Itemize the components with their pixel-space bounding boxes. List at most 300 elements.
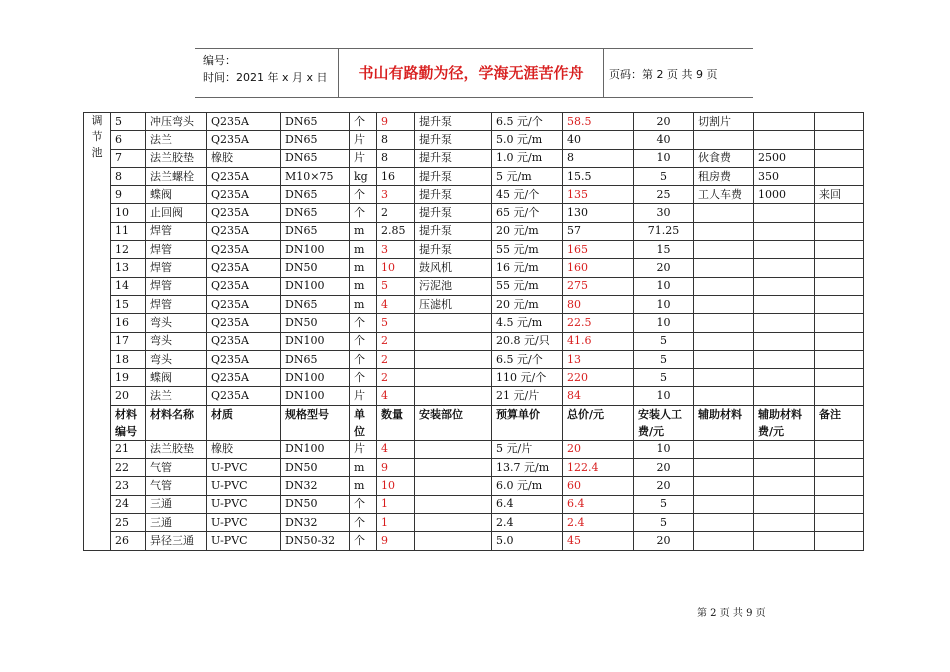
table-cell — [754, 440, 815, 458]
table-cell — [754, 113, 815, 131]
table-cell: 鼓风机 — [415, 259, 492, 277]
table-cell: 个 — [350, 204, 377, 222]
table-cell: 2 — [377, 332, 415, 350]
column-header: 规格型号 — [281, 405, 350, 440]
column-header: 材料名称 — [146, 405, 207, 440]
table-cell — [415, 332, 492, 350]
table-cell: U-PVC — [207, 495, 281, 513]
table-cell: 1000 — [754, 186, 815, 204]
table-cell: 提升泵 — [415, 204, 492, 222]
table-cell: 提升泵 — [415, 167, 492, 185]
table-cell — [754, 131, 815, 149]
table-row — [84, 314, 864, 332]
table-cell: 工人车费 — [694, 186, 754, 204]
table-cell: U-PVC — [207, 477, 281, 495]
column-header: 安装部位 — [415, 405, 492, 440]
table-cell: DN65 — [281, 222, 350, 240]
table-cell: 20 — [111, 387, 146, 405]
region-label-text: 调节池 — [91, 114, 103, 159]
table-cell: Q235A — [207, 387, 281, 405]
table-cell: 气管 — [146, 477, 207, 495]
table-cell: 17 — [111, 332, 146, 350]
table-cell — [815, 440, 864, 458]
table-cell: 4 — [377, 387, 415, 405]
table-cell: 冲压弯头 — [146, 113, 207, 131]
table-cell: 1.0 元/m — [492, 149, 563, 167]
table-row — [84, 277, 864, 295]
table-cell — [694, 204, 754, 222]
table-cell — [815, 387, 864, 405]
table-cell: DN100 — [281, 241, 350, 259]
table-cell: 5 — [634, 513, 694, 531]
table-cell: 45 元/个 — [492, 186, 563, 204]
materials-table — [83, 112, 864, 551]
table-cell: Q235A — [207, 167, 281, 185]
table-cell — [694, 332, 754, 350]
table-cell: 65 元/个 — [492, 204, 563, 222]
table-cell: DN65 — [281, 131, 350, 149]
table-cell — [754, 387, 815, 405]
table-cell: 提升泵 — [415, 186, 492, 204]
table-cell: 11 — [111, 222, 146, 240]
table-cell: 5.0 — [492, 532, 563, 550]
column-header: 辅助材料费/元 — [754, 405, 815, 440]
table-cell — [694, 387, 754, 405]
table-cell: Q235A — [207, 369, 281, 387]
table-cell: 三通 — [146, 513, 207, 531]
table-cell: 122.4 — [563, 459, 634, 477]
table-cell: Q235A — [207, 241, 281, 259]
table-cell — [815, 513, 864, 531]
table-cell: DN65 — [281, 149, 350, 167]
table-cell: 7 — [111, 149, 146, 167]
table-cell: 19 — [111, 369, 146, 387]
table-cell: m — [350, 295, 377, 313]
table-cell: Q235A — [207, 259, 281, 277]
table-cell — [694, 131, 754, 149]
table-cell: 蝶阀 — [146, 186, 207, 204]
table-cell: 6.5 元/个 — [492, 350, 563, 368]
column-header: 预算单价 — [492, 405, 563, 440]
table-row — [84, 113, 864, 131]
table-cell — [415, 459, 492, 477]
table-cell: 5 元/m — [492, 167, 563, 185]
table-cell: 2500 — [754, 149, 815, 167]
table-cell: DN50 — [281, 259, 350, 277]
table-cell: 80 — [563, 295, 634, 313]
table-cell: 提升泵 — [415, 241, 492, 259]
table-cell: 4.5 元/m — [492, 314, 563, 332]
table-cell: DN65 — [281, 295, 350, 313]
table-cell — [754, 495, 815, 513]
table-cell: 45 — [563, 532, 634, 550]
table-cell — [754, 222, 815, 240]
table-cell: 租房费 — [694, 167, 754, 185]
table-cell: 13 — [111, 259, 146, 277]
table-cell: M10×75 — [281, 167, 350, 185]
table-cell: 弯头 — [146, 314, 207, 332]
column-header: 总价/元 — [563, 405, 634, 440]
table-cell: DN100 — [281, 440, 350, 458]
table-cell: Q235A — [207, 295, 281, 313]
table-cell: 16 — [111, 314, 146, 332]
table-cell — [415, 314, 492, 332]
table-cell: 22 — [111, 459, 146, 477]
table-row — [84, 350, 864, 368]
table-cell: DN32 — [281, 477, 350, 495]
table-cell — [815, 149, 864, 167]
table-cell: 10 — [634, 314, 694, 332]
table-cell — [754, 350, 815, 368]
table-cell: 25 — [111, 513, 146, 531]
table-cell — [754, 369, 815, 387]
table-cell: 法兰螺栓 — [146, 167, 207, 185]
table-cell: 5 — [634, 369, 694, 387]
page-label: 页码：第 2 页 共 9 页 — [609, 68, 718, 81]
table-cell: 个 — [350, 314, 377, 332]
table-cell: 10 — [111, 204, 146, 222]
table-cell: 焊管 — [146, 241, 207, 259]
table-cell — [694, 350, 754, 368]
table-cell: Q235A — [207, 204, 281, 222]
table-cell: DN100 — [281, 277, 350, 295]
table-cell: m — [350, 222, 377, 240]
table-row — [84, 459, 864, 477]
table-row — [84, 295, 864, 313]
table-cell — [815, 222, 864, 240]
table-row — [84, 332, 864, 350]
table-cell: 1 — [377, 495, 415, 513]
table-cell: 5 — [634, 350, 694, 368]
table-cell — [415, 350, 492, 368]
table-cell: m — [350, 477, 377, 495]
table-cell: 10 — [634, 149, 694, 167]
table-cell — [815, 459, 864, 477]
table-row — [84, 131, 864, 149]
page-footer: 第 2 页 共 9 页 — [697, 608, 766, 619]
column-header: 辅助材料 — [694, 405, 754, 440]
table-cell: U-PVC — [207, 459, 281, 477]
table-cell: 个 — [350, 332, 377, 350]
table-cell — [415, 532, 492, 550]
table-cell — [754, 241, 815, 259]
table-cell — [815, 369, 864, 387]
table-cell: m — [350, 459, 377, 477]
table-cell: 2 — [377, 350, 415, 368]
table-cell: kg — [350, 167, 377, 185]
table-cell: 15.5 — [563, 167, 634, 185]
table-cell: DN50 — [281, 495, 350, 513]
table-cell: Q235A — [207, 131, 281, 149]
table-cell: Q235A — [207, 113, 281, 131]
table-cell — [415, 440, 492, 458]
table-cell — [415, 513, 492, 531]
table-cell: 60 — [563, 477, 634, 495]
table-cell: 伙食费 — [694, 149, 754, 167]
column-header-row — [84, 405, 864, 440]
table-cell: 4 — [377, 440, 415, 458]
table-cell: 10 — [634, 295, 694, 313]
table-cell: 提升泵 — [415, 222, 492, 240]
table-cell: m — [350, 259, 377, 277]
table-cell: 20 — [634, 459, 694, 477]
table-cell: 16 元/m — [492, 259, 563, 277]
table-cell: 个 — [350, 186, 377, 204]
table-cell — [815, 350, 864, 368]
table-cell — [815, 532, 864, 550]
table-cell: DN50 — [281, 459, 350, 477]
table-cell: 个 — [350, 495, 377, 513]
table-row — [84, 149, 864, 167]
table-cell: 9 — [377, 459, 415, 477]
table-cell — [815, 259, 864, 277]
table-cell: 6.5 元/个 — [492, 113, 563, 131]
table-cell: 16 — [377, 167, 415, 185]
table-cell: 10 — [634, 440, 694, 458]
table-cell — [415, 369, 492, 387]
table-cell: 30 — [634, 204, 694, 222]
time-label: 时间：2021 年 x 月 x 日 — [203, 71, 328, 84]
table-cell: 8 — [111, 167, 146, 185]
table-cell — [754, 459, 815, 477]
table-cell: 2.4 — [492, 513, 563, 531]
table-cell: DN50-32 — [281, 532, 350, 550]
table-cell: 焊管 — [146, 259, 207, 277]
table-cell: DN50 — [281, 314, 350, 332]
column-header: 备注 — [815, 405, 864, 440]
table-cell: 20 — [634, 532, 694, 550]
table-cell — [754, 295, 815, 313]
table-cell: 6.0 元/m — [492, 477, 563, 495]
table-cell: 法兰 — [146, 387, 207, 405]
column-header: 材料编号 — [111, 405, 146, 440]
table-cell: 8 — [563, 149, 634, 167]
table-cell: 5.0 元/m — [492, 131, 563, 149]
table-cell: 6.4 — [492, 495, 563, 513]
table-cell: 弯头 — [146, 350, 207, 368]
table-cell: 12 — [111, 241, 146, 259]
table-cell: DN65 — [281, 350, 350, 368]
table-cell: 片 — [350, 387, 377, 405]
table-cell — [694, 259, 754, 277]
table-cell — [815, 495, 864, 513]
table-cell: 6.4 — [563, 495, 634, 513]
table-cell: 40 — [563, 131, 634, 149]
table-cell: 20 元/m — [492, 295, 563, 313]
table-cell: 蝶阀 — [146, 369, 207, 387]
table-cell: 10 — [377, 477, 415, 495]
table-cell — [815, 295, 864, 313]
table-cell — [694, 277, 754, 295]
table-cell: 14 — [111, 277, 146, 295]
table-cell: 15 — [111, 295, 146, 313]
table-cell: 个 — [350, 513, 377, 531]
table-row — [84, 222, 864, 240]
table-cell: 21 元/片 — [492, 387, 563, 405]
table-row — [84, 241, 864, 259]
table-cell — [815, 113, 864, 131]
table-cell: m — [350, 241, 377, 259]
page-header — [195, 48, 753, 98]
table-cell: 20 元/m — [492, 222, 563, 240]
table-cell: 20 — [634, 113, 694, 131]
table-cell: 8 — [377, 131, 415, 149]
table-cell: 9 — [377, 532, 415, 550]
motto: 书山有路勤为径，学海无涯苦作舟 — [339, 49, 604, 97]
table-cell: 13 — [563, 350, 634, 368]
table-cell — [815, 131, 864, 149]
table-cell: 压滤机 — [415, 295, 492, 313]
table-cell — [754, 314, 815, 332]
table-cell: 法兰 — [146, 131, 207, 149]
table-cell: DN100 — [281, 369, 350, 387]
table-cell: 三通 — [146, 495, 207, 513]
table-cell: 8 — [377, 149, 415, 167]
table-cell — [754, 513, 815, 531]
table-row — [84, 495, 864, 513]
table-cell: 55 元/m — [492, 277, 563, 295]
table-cell: 片 — [350, 440, 377, 458]
table-cell: 焊管 — [146, 295, 207, 313]
code-label: 编号： — [203, 54, 236, 67]
table-cell: 275 — [563, 277, 634, 295]
table-cell: 25 — [634, 186, 694, 204]
table-cell: 法兰胶垫 — [146, 440, 207, 458]
table-cell: 71.25 — [634, 222, 694, 240]
table-cell: DN65 — [281, 186, 350, 204]
table-cell: 2 — [377, 369, 415, 387]
table-cell: 41.6 — [563, 332, 634, 350]
table-cell: 9 — [111, 186, 146, 204]
table-cell — [754, 204, 815, 222]
table-cell: Q235A — [207, 314, 281, 332]
table-cell — [815, 241, 864, 259]
table-cell: 220 — [563, 369, 634, 387]
table-cell — [694, 295, 754, 313]
table-cell: 2.85 — [377, 222, 415, 240]
table-cell — [415, 495, 492, 513]
table-cell: 13.7 元/m — [492, 459, 563, 477]
table-cell — [754, 277, 815, 295]
table-cell: 3 — [377, 241, 415, 259]
table-cell: 160 — [563, 259, 634, 277]
table-cell: 350 — [754, 167, 815, 185]
table-cell — [815, 314, 864, 332]
table-cell — [754, 532, 815, 550]
table-cell: 个 — [350, 369, 377, 387]
table-cell: 5 — [111, 113, 146, 131]
table-cell: 20 — [634, 477, 694, 495]
table-cell: 气管 — [146, 459, 207, 477]
column-header: 数量 — [377, 405, 415, 440]
table-cell — [694, 241, 754, 259]
table-cell: m — [350, 277, 377, 295]
table-cell — [754, 259, 815, 277]
table-cell: 异径三通 — [146, 532, 207, 550]
table-cell: 焊管 — [146, 277, 207, 295]
table-cell: 弯头 — [146, 332, 207, 350]
table-cell: 橡胶 — [207, 440, 281, 458]
table-cell — [694, 459, 754, 477]
table-cell — [815, 477, 864, 495]
table-cell: 20 — [563, 440, 634, 458]
table-cell: 5 — [634, 167, 694, 185]
table-cell: 5 — [377, 277, 415, 295]
table-cell — [754, 477, 815, 495]
table-cell: 5 — [634, 495, 694, 513]
table-cell — [754, 332, 815, 350]
table-cell — [694, 532, 754, 550]
table-cell: 55 元/m — [492, 241, 563, 259]
table-cell: 10 — [634, 277, 694, 295]
table-cell — [694, 495, 754, 513]
table-cell: U-PVC — [207, 532, 281, 550]
table-cell: 提升泵 — [415, 131, 492, 149]
table-cell: DN100 — [281, 387, 350, 405]
header-meta — [195, 49, 339, 97]
table-cell: 污泥池 — [415, 277, 492, 295]
table-cell: 10 — [634, 387, 694, 405]
table-cell: 23 — [111, 477, 146, 495]
table-cell: 6 — [111, 131, 146, 149]
table-cell — [694, 440, 754, 458]
table-cell: Q235A — [207, 186, 281, 204]
region-label — [84, 113, 111, 551]
table-cell: 5 元/片 — [492, 440, 563, 458]
table-cell: Q235A — [207, 332, 281, 350]
table-cell: Q235A — [207, 222, 281, 240]
table-cell: 止回阀 — [146, 204, 207, 222]
table-cell: DN32 — [281, 513, 350, 531]
table-cell: 来回 — [815, 186, 864, 204]
table-cell: 橡胶 — [207, 149, 281, 167]
table-cell: 3 — [377, 186, 415, 204]
table-cell: 22.5 — [563, 314, 634, 332]
table-cell: 个 — [350, 350, 377, 368]
table-cell: 58.5 — [563, 113, 634, 131]
table-row — [84, 186, 864, 204]
table-cell — [815, 332, 864, 350]
table-cell — [415, 387, 492, 405]
table-cell: 个 — [350, 532, 377, 550]
table-cell: 切割片 — [694, 113, 754, 131]
column-header: 材质 — [207, 405, 281, 440]
table-cell: 提升泵 — [415, 113, 492, 131]
table-cell: 4 — [377, 295, 415, 313]
table-cell: 5 — [377, 314, 415, 332]
table-row — [84, 369, 864, 387]
table-cell: 2.4 — [563, 513, 634, 531]
table-cell — [694, 477, 754, 495]
table-cell: 2 — [377, 204, 415, 222]
table-cell — [694, 369, 754, 387]
table-cell: 20.8 元/只 — [492, 332, 563, 350]
column-header: 安装人工费/元 — [634, 405, 694, 440]
table-cell: 165 — [563, 241, 634, 259]
table-cell: 40 — [634, 131, 694, 149]
table-cell: 84 — [563, 387, 634, 405]
table-cell — [694, 513, 754, 531]
table-cell: 法兰胶垫 — [146, 149, 207, 167]
table-row — [84, 477, 864, 495]
table-row — [84, 513, 864, 531]
table-cell: 21 — [111, 440, 146, 458]
column-header: 单位 — [350, 405, 377, 440]
table-cell — [815, 167, 864, 185]
table-row — [84, 259, 864, 277]
table-cell: 26 — [111, 532, 146, 550]
table-cell: 5 — [634, 332, 694, 350]
